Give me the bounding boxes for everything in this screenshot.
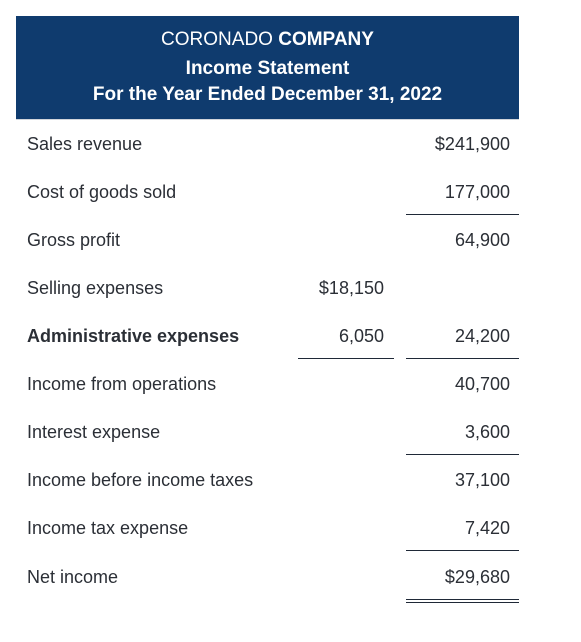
row-label: Cost of goods sold (27, 182, 177, 202)
row-sales-revenue (16, 132, 519, 160)
row-amount-total: 37,100 (454, 470, 510, 490)
double-underline-net-income (406, 599, 519, 603)
row-amount-total: 40,700 (454, 374, 510, 394)
company-name-part2: COMPANY (278, 29, 374, 50)
row-label: Interest expense (27, 422, 161, 442)
row-amount-total: 3,600 (464, 422, 510, 442)
row-amount-total: $29,680 (444, 567, 510, 587)
row-label: Sales revenue (27, 134, 143, 154)
row-net-income (16, 565, 519, 593)
statement-period: For the Year Ended December 31, 2022 (92, 84, 443, 105)
statement-title: Income Statement (185, 58, 350, 79)
row-amount-total: 64,900 (454, 230, 510, 250)
row-amount-total: $241,900 (434, 134, 510, 154)
row-label: Income before income taxes (27, 470, 254, 490)
row-amount-detail: $18,150 (318, 278, 384, 298)
row-label: Net income (27, 567, 119, 587)
row-label: Income from operations (27, 374, 217, 394)
underline-admin-detail (298, 358, 394, 359)
row-label: Selling expenses (27, 278, 164, 298)
header-divider (16, 119, 519, 120)
row-selling-expenses (16, 276, 519, 304)
row-label: Gross profit (27, 230, 121, 250)
underline-interest (406, 454, 519, 455)
row-amount-detail: 6,050 (338, 326, 384, 346)
row-interest-expense (16, 420, 519, 448)
statement-header (16, 16, 519, 119)
row-income-before-taxes (16, 468, 519, 496)
row-income-from-operations (16, 372, 519, 400)
row-administrative-expenses (16, 324, 519, 352)
underline-admin-total (406, 358, 519, 359)
company-name (16, 29, 519, 51)
company-name-part1: CORONADO (161, 29, 273, 50)
underline-tax (406, 550, 519, 551)
row-income-tax-expense (16, 516, 519, 544)
row-amount-total: 24,200 (454, 326, 510, 346)
underline-cogs (406, 214, 519, 215)
row-label: Administrative expenses (27, 326, 240, 346)
row-amount-total: 177,000 (444, 182, 510, 202)
row-label: Income tax expense (27, 518, 189, 538)
row-cost-of-goods-sold (16, 180, 519, 208)
row-amount-total: 7,420 (464, 518, 510, 538)
row-gross-profit (16, 228, 519, 256)
